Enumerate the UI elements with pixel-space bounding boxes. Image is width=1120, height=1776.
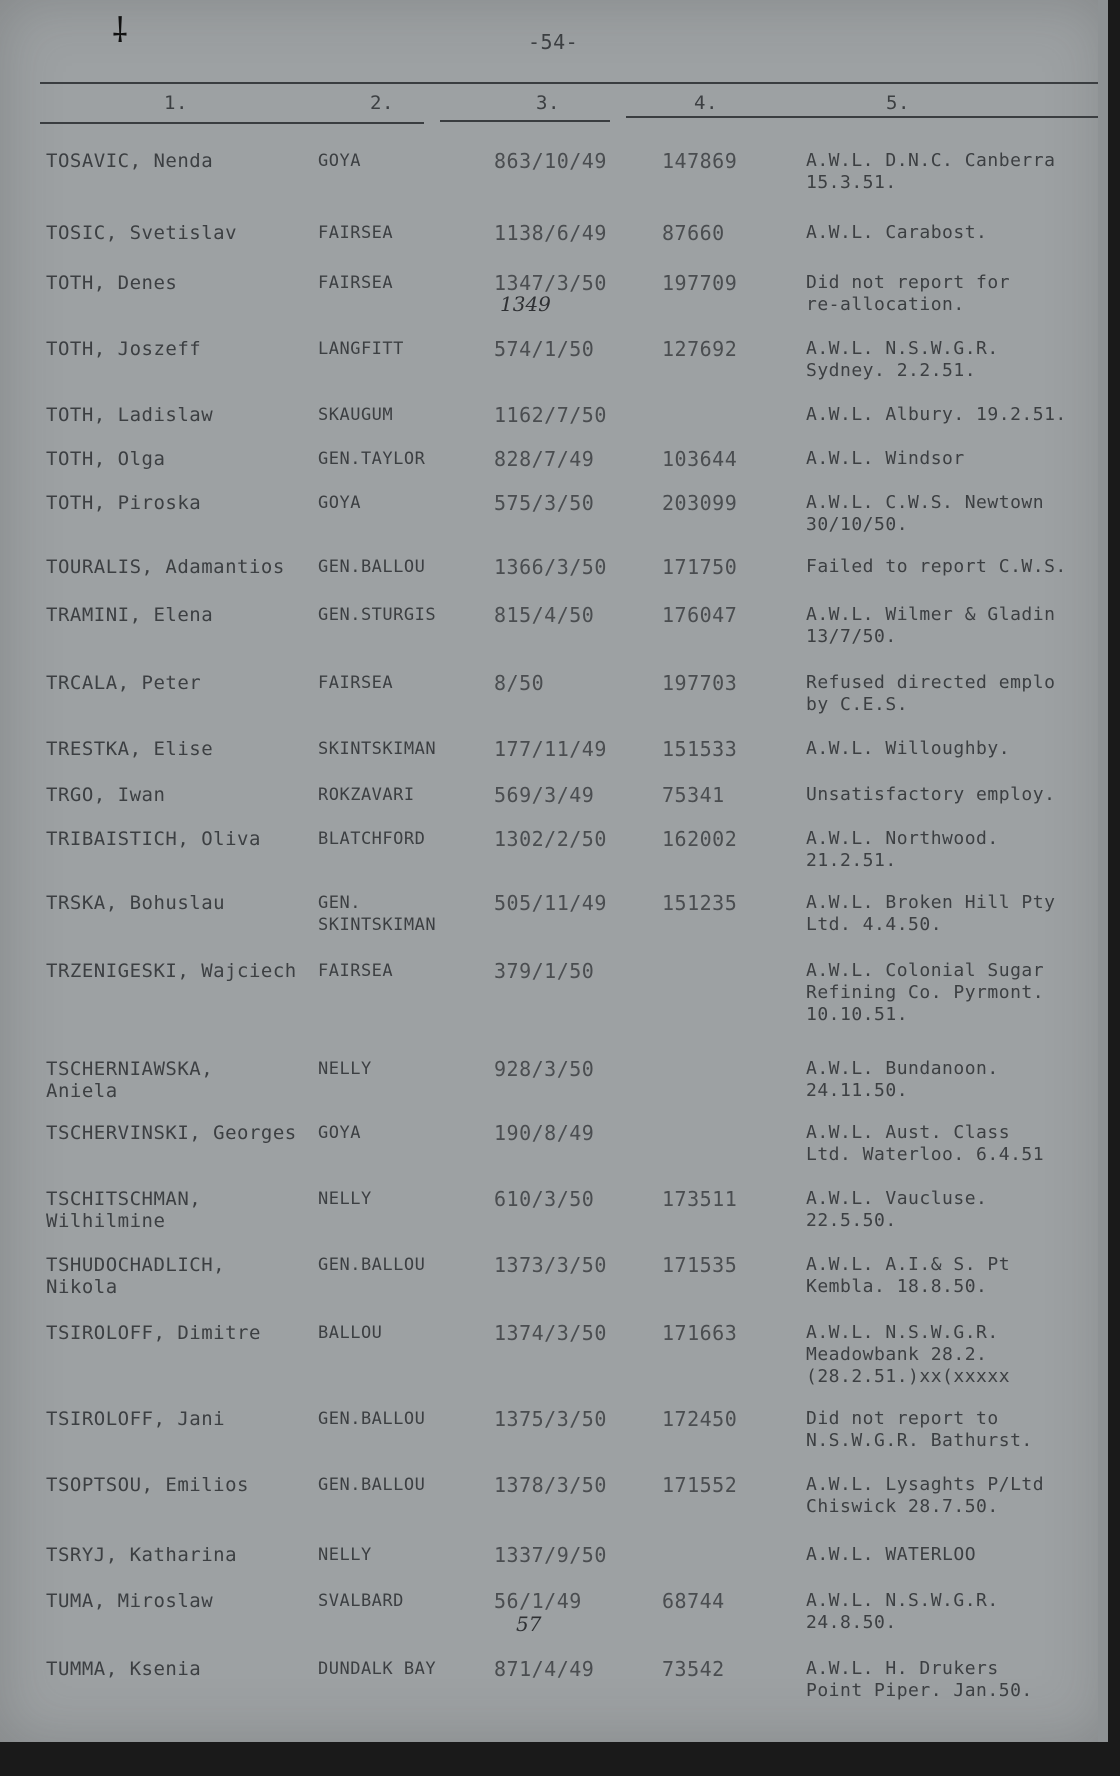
remarks-cell: A.W.L. Colonial Sugar Refining Co. Pyrmont. 10.10.51. [806,960,1045,1025]
reference-cell: 928/3/50 [494,1057,595,1081]
number-cell: 171535 [662,1253,738,1277]
remarks-cell: Refused directed emplo by C.E.S. [806,672,1056,715]
number-cell: 147869 [662,149,738,173]
ship-cell: SKAUGUM [318,405,394,425]
ship-cell: NELLY [318,1189,372,1209]
reference-cell: 1378/3/50 [494,1473,607,1497]
name-cell: TOSIC, Svetislav [46,222,238,244]
table-row [0,1474,1108,1534]
ship-cell: LANGFITT [318,339,404,359]
ship-cell: FAIRSEA [318,273,394,293]
name-cell: TUMMA, Ksenia [46,1658,202,1680]
table-row [0,672,1108,732]
number-cell: 127692 [662,337,738,361]
name-cell: TSIROLOFF, Jani [46,1408,226,1430]
ship-cell: DUNDALK BAY [318,1659,437,1679]
header-bottom-rule-left [40,122,424,124]
name-cell: TOSAVIC, Nenda [46,150,214,172]
pen-mark-icon: ⸸ [112,11,128,51]
ship-cell: GEN.TAYLOR [318,449,426,469]
table-row [0,1408,1108,1468]
remarks-cell: A.W.L. N.S.W.G.R. 24.8.50. [806,1590,999,1633]
remarks-cell: Unsatisfactory employ. [806,784,1056,805]
name-cell: TSIROLOFF, Dimitre [46,1322,261,1344]
ship-cell: GEN.BALLOU [318,1255,426,1275]
number-cell: 151235 [662,891,738,915]
reference-cell: 828/7/49 [494,447,595,471]
ship-cell: GEN.STURGIS [318,605,437,625]
table-row [0,1058,1108,1118]
remarks-cell: Did not report to N.S.W.G.R. Bathurst. [806,1408,1033,1451]
table-row [0,338,1108,398]
remarks-cell: A.W.L. N.S.W.G.R. Sydney. 2.2.51. [806,338,999,381]
number-cell: 176047 [662,603,738,627]
remarks-cell: A.W.L. D.N.C. Canberra 15.3.51. [806,150,1056,193]
number-cell: 87660 [662,221,725,245]
ship-cell: FAIRSEA [318,673,394,693]
name-cell: TRESTKA, Elise [46,738,214,760]
page-number: -54- [528,30,579,54]
remarks-cell: A.W.L. Lysaghts P/Ltd Chiswick 28.7.50. [806,1474,1045,1517]
reference-cell: 863/10/49 [494,149,607,173]
number-cell: 203099 [662,491,738,515]
name-cell: TOTH, Joszeff [46,338,202,360]
name-cell: TSCHITSCHMAN, Wilhilmine [46,1188,202,1232]
number-cell: 171663 [662,1321,738,1345]
remarks-cell: Did not report for re-allocation. [806,272,1011,315]
reference-cell: 1374/3/50 [494,1321,607,1345]
name-cell: TRCALA, Peter [46,672,202,694]
reference-cell: 177/11/49 [494,737,607,761]
handwritten-correction: 1349 [500,292,551,316]
table-row [0,1122,1108,1182]
column-header-4: 4. [694,92,718,114]
name-cell: TSRYJ, Katharina [46,1544,238,1566]
handwritten-correction: 57 [516,1612,542,1636]
number-cell: 103644 [662,447,738,471]
ship-cell: FAIRSEA [318,223,394,243]
reference-cell: 379/1/50 [494,959,595,983]
reference-cell: 569/3/49 [494,783,595,807]
reference-cell: 575/3/50 [494,491,595,515]
name-cell: TOTH, Olga [46,448,166,470]
name-cell: TRZENIGESKI, Wajciech [46,960,297,982]
reference-cell: 190/8/49 [494,1121,595,1145]
column-header-5: 5. [886,92,910,114]
header-bottom-rule-right [626,116,1108,118]
remarks-cell: Failed to report C.W.S. [806,556,1067,577]
header-top-rule [40,82,1108,84]
remarks-cell: A.W.L. Wilmer & Gladin 13/7/50. [806,604,1056,647]
name-cell: TSCHERVINSKI, Georges [46,1122,297,1144]
ship-cell: GOYA [318,493,361,513]
column-header-3: 3. [536,92,560,114]
name-cell: TRAMINI, Elena [46,604,214,626]
reference-cell: 1302/2/50 [494,827,607,851]
number-cell: 73542 [662,1657,725,1681]
reference-cell: 871/4/49 [494,1657,595,1681]
reference-cell: 574/1/50 [494,337,595,361]
ship-cell: GOYA [318,151,361,171]
reference-cell: 1337/9/50 [494,1543,607,1567]
reference-cell: 815/4/50 [494,603,595,627]
number-cell: 151533 [662,737,738,761]
remarks-cell: A.W.L. A.I.& S. Pt Kembla. 18.8.50. [806,1254,1011,1297]
table-row [0,272,1108,332]
table-row [0,1188,1108,1248]
ship-cell: GEN.BALLOU [318,1475,426,1495]
remarks-cell: A.W.L. H. Drukers Point Piper. Jan.50. [806,1658,1033,1701]
ship-cell: SVALBARD [318,1591,404,1611]
table-row [0,959,1108,1025]
remarks-cell: A.W.L. Windsor [806,448,965,469]
table-row [0,1321,1108,1387]
ship-cell: GEN. SKINTSKIMAN [318,893,437,935]
remarks-cell: A.W.L. Aust. Class Ltd. Waterloo. 6.4.51 [806,1122,1045,1165]
name-cell: TOTH, Ladislaw [46,404,214,426]
remarks-cell: A.W.L. N.S.W.G.R. Meadowbank 28.2. (28.2.51.)xx(xxxxx [806,1322,1011,1387]
name-cell: TOTH, Denes [46,272,178,294]
name-cell: TRSKA, Bohuslau [46,892,226,914]
reference-cell: 1138/6/49 [494,221,607,245]
ship-cell: FAIRSEA [318,961,394,981]
ship-cell: BLATCHFORD [318,829,426,849]
reference-cell: 505/11/49 [494,891,607,915]
ship-cell: GEN.BALLOU [318,1409,426,1429]
column-header-1: 1. [164,92,188,114]
table-row [0,1254,1108,1314]
reference-cell: 610/3/50 [494,1187,595,1211]
number-cell: 171552 [662,1473,738,1497]
name-cell: TSOPTSOU, Emilios [46,1474,249,1496]
number-cell: 171750 [662,555,738,579]
reference-cell: 1366/3/50 [494,555,607,579]
number-cell: 197703 [662,671,738,695]
remarks-cell: A.W.L. C.W.S. Newtown 30/10/50. [806,492,1045,535]
remarks-cell: A.W.L. Broken Hill Pty Ltd. 4.4.50. [806,892,1056,935]
reference-cell: 1347/3/50 [494,271,607,295]
name-cell: TRGO, Iwan [46,784,166,806]
reference-cell: 56/1/49 [494,1589,582,1613]
name-cell: TRIBAISTICH, Oliva [46,828,261,850]
column-header-2: 2. [370,92,394,114]
ship-cell: GOYA [318,1123,361,1143]
remarks-cell: A.W.L. Carabost. [806,222,988,243]
ship-cell: NELLY [318,1545,372,1565]
table-row [0,604,1108,664]
name-cell: TSHUDOCHADLICH, Nikola [46,1254,226,1298]
reference-cell: 1375/3/50 [494,1407,607,1431]
table-row [0,492,1108,552]
number-cell: 162002 [662,827,738,851]
remarks-cell: A.W.L. Willoughby. [806,738,1011,759]
name-cell: TOURALIS, Adamantios [46,556,285,578]
number-cell: 75341 [662,783,725,807]
number-cell: 172450 [662,1407,738,1431]
ship-cell: SKINTSKIMAN [318,739,437,759]
number-cell: 173511 [662,1187,738,1211]
table-row [0,828,1108,888]
remarks-cell: A.W.L. Northwood. 21.2.51. [806,828,999,871]
number-cell: 68744 [662,1589,725,1613]
ship-cell: ROKZAVARI [318,785,415,805]
reference-cell: 1373/3/50 [494,1253,607,1277]
table-row [0,1590,1108,1650]
remarks-cell: A.W.L. Albury. 19.2.51. [806,404,1067,425]
remarks-cell: A.W.L. Vaucluse. 22.5.50. [806,1188,988,1231]
remarks-cell: A.W.L. Bundanoon. 24.11.50. [806,1058,999,1101]
name-cell: TUMA, Miroslaw [46,1590,214,1612]
table-row [0,150,1108,210]
reference-cell: 1162/7/50 [494,403,607,427]
ship-cell: NELLY [318,1059,372,1079]
number-cell: 197709 [662,271,738,295]
table-row [0,892,1108,952]
reference-cell: 8/50 [494,671,545,695]
table-row [0,1658,1108,1718]
name-cell: TSCHERNIAWSKA, Aniela [46,1058,214,1102]
remarks-cell: A.W.L. WATERLOO [806,1544,977,1565]
header-bottom-rule-mid [440,120,610,122]
ship-cell: BALLOU [318,1323,383,1343]
ship-cell: GEN.BALLOU [318,557,426,577]
name-cell: TOTH, Piroska [46,492,202,514]
